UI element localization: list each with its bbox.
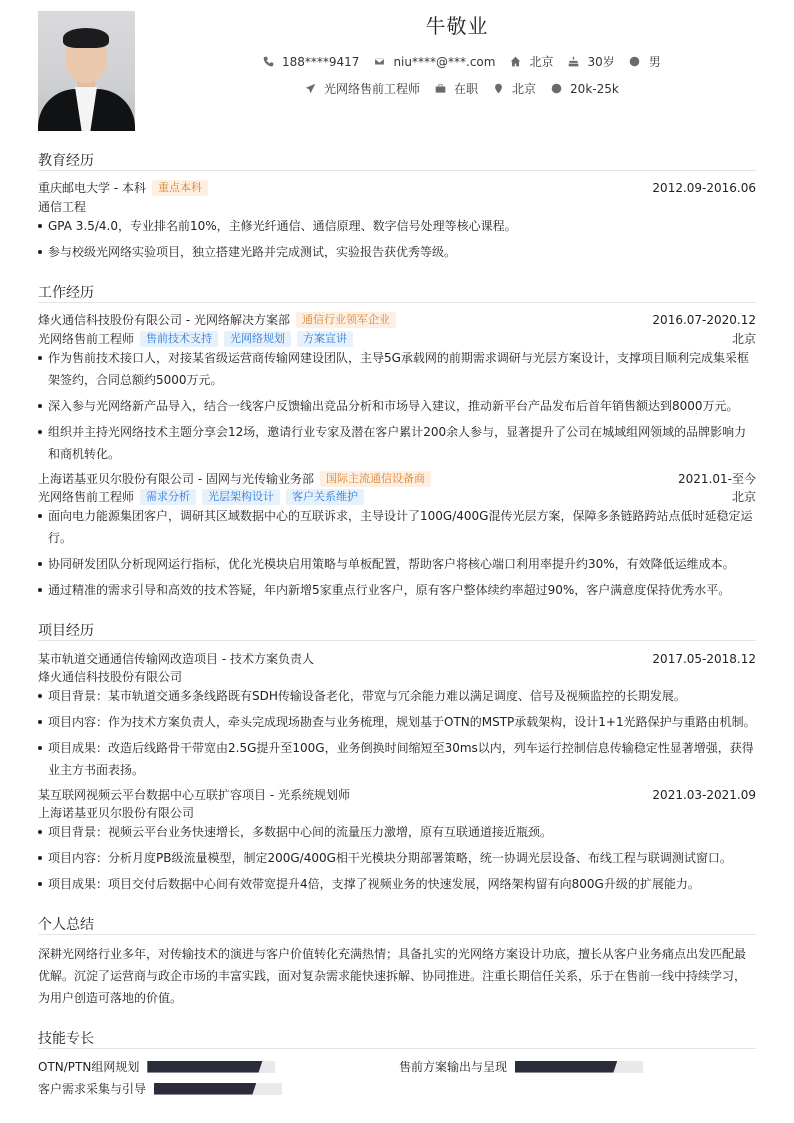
job-bullet: 协同研发团队分析现网运行指标，优化光模块启用策略与单板配置，帮助客户将核心端口利用率提升约30%，有效降低运维成本。 <box>38 553 756 575</box>
cake-icon <box>567 56 579 68</box>
candidate-name: 牛敬业 <box>425 14 489 38</box>
skill-level-bar <box>154 1083 282 1095</box>
skill-item <box>38 1080 282 1097</box>
education-bullet: 参与校级光网络实验项目，独立搭建光路并完成测试，实验报告获优秀等级。 <box>38 241 756 263</box>
gender-icon <box>629 56 641 68</box>
skill-name: 客户需求采集与引导 <box>38 1082 147 1096</box>
job-intent-row <box>304 80 619 97</box>
skill-tag: 需求分析 <box>140 489 196 505</box>
education-title: 教育经历 <box>38 153 94 169</box>
skill-item <box>399 1058 643 1075</box>
project-header <box>38 786 756 803</box>
location-pin-icon <box>492 83 504 95</box>
job-bullet: 作为售前技术接口人，对接某省级运营商传输网建设团队，主导5G承载网的前期需求调研与光层方案设计，支撑项目顺利完成集采框架签约，合同总额约5000万元。 <box>38 347 756 391</box>
skill-tag: 售前技术支持 <box>140 331 218 347</box>
work-title: 工作经历 <box>38 285 94 301</box>
project-bullet: 项目成果：项目交付后数据中心间有效带宽提升4倍，支撑了视频业务的快速发展，网络架构留有向800G升级的扩展能力。 <box>38 873 756 895</box>
work-divider <box>38 302 756 303</box>
projects-divider <box>38 640 756 641</box>
job-location: 北京 <box>731 332 756 346</box>
job-bullet: 面向电力能源集团客户，调研其区域数据中心的互联诉求，主导设计了100G/400G混传光层方案，保障多条链路跨站点低时延稳定运行。 <box>38 505 756 549</box>
project-period: 2021.03-2021.09 <box>652 787 756 802</box>
send-icon <box>304 83 316 95</box>
salary-text: 20k-25k <box>570 81 619 96</box>
project-bullet: 项目背景：视频云平台业务快速增长，多数据中心间的流量压力激增，原有互联通道接近瓶颈。 <box>38 821 756 843</box>
company-name: 烽火通信科技股份有限公司 - 光网络解决方案部 <box>38 313 290 327</box>
skill-item <box>38 1058 275 1075</box>
job-bullet: 深入参与光网络新产品导入，结合一线客户反馈输出竞品分析和市场导入建议，推动新平台产品发布后首年销售额达到8000万元。 <box>38 395 756 417</box>
job-header <box>38 311 756 328</box>
company-tag: 通信行业领军企业 <box>296 312 396 328</box>
job-role-row <box>38 330 756 347</box>
job-period: 2021.01-至今 <box>678 472 756 486</box>
project-org: 上海诺基亚贝尔股份有限公司 <box>38 806 195 820</box>
job-period: 2016.07-2020.12 <box>652 312 756 327</box>
job-role: 光网络售前工程师 <box>38 490 135 504</box>
education-divider <box>38 170 756 171</box>
salary-icon <box>550 83 562 95</box>
skill-name: OTN/PTN组网规划 <box>38 1060 140 1074</box>
job-bullet: 组织并主持光网络技术主题分享会12场，邀请行业专家及潜在客户累计200余人参与，显著提升了公司在城域组网领域的品牌影响力和商机转化。 <box>38 421 756 465</box>
skill-tag: 光网络规划 <box>224 331 291 347</box>
project-bullet: 项目内容：作为技术方案负责人，牵头完成现场勘查与业务梳理，规划基于OTN的MSTP承载架构，设计1+1光路保护与重路由机制。 <box>38 711 756 733</box>
project-bullet: 项目内容：分析月度PB级流量模型，制定200G/400G相干光模块分期部署策略，统一协调光层设备、布线工程与联调测试窗口。 <box>38 847 756 869</box>
skill-tag: 客户关系维护 <box>286 489 364 505</box>
project-org: 烽火通信科技股份有限公司 <box>38 670 183 684</box>
project-header <box>38 650 756 667</box>
target-city-text: 北京 <box>512 82 537 96</box>
home-icon <box>509 56 521 68</box>
school-tag: 重点本科 <box>152 180 208 196</box>
mail-icon <box>373 56 385 68</box>
project-bullet: 项目背景：某市轨道交通多条线路既有SDH传输设备老化，带宽与冗余能力难以满足调度、信号及视频监控的长期发展。 <box>38 685 756 707</box>
position-text: 光网络售前工程师 <box>324 82 421 96</box>
skill-tag: 方案宣讲 <box>297 331 353 347</box>
summary-text: 深耕光网络行业多年，对传输技术的演进与客户价值转化充满热情；具备扎实的光网络方案设计功底，擅长从客户业务痛点出发匹配最优解。沉淀了运营商与政企市场的丰富实践，面对复杂需求能快速拆解、协同推进。注重长期信任关系，乐于在售前一线中持续学习，为用户创造可落地的价值。 <box>38 947 747 1005</box>
skill-level-bar <box>515 1061 643 1073</box>
job-bullet: 通过精准的需求引导和高效的技术答疑，年内新增5家重点行业客户，原有客户整体续约率超过90%，客户满意度保持优秀水平。 <box>38 579 756 601</box>
contact-row <box>262 53 661 70</box>
project-period: 2017.05-2018.12 <box>652 651 756 666</box>
skill-name: 售前方案输出与呈现 <box>399 1060 508 1074</box>
company-tag: 国际主流通信设备商 <box>320 471 431 487</box>
skill-tag: 光层架构设计 <box>202 489 280 505</box>
education-period: 2012.09-2016.06 <box>652 180 756 195</box>
job-location: 北京 <box>731 490 756 504</box>
phone-icon <box>262 56 274 68</box>
project-bullet: 项目成果：改造后线路骨干带宽由2.5G提升至100G，业务倒换时间缩短至30ms以内，列车运行控制信息传输稳定性显著增强，获得业主方书面表扬。 <box>38 737 756 781</box>
age-text: 30岁 <box>587 55 615 69</box>
skill-level-bar <box>147 1061 275 1073</box>
status-text: 在职 <box>454 82 479 96</box>
project-name: 某互联网视频云平台数据中心互联扩容项目 - 光系统规划师 <box>38 788 350 802</box>
job-role: 光网络售前工程师 <box>38 332 135 346</box>
school-name: 重庆邮电大学 - 本科 <box>38 181 146 195</box>
city-text: 北京 <box>529 55 554 69</box>
gender-text: 男 <box>648 55 661 69</box>
project-name: 某市轨道交通通信传输网改造项目 - 技术方案负责人 <box>38 652 314 666</box>
skills-title: 技能专长 <box>38 1031 94 1047</box>
email-text: niu****@***.com <box>393 54 496 69</box>
major-text: 通信工程 <box>38 200 87 214</box>
company-name: 上海诺基亚贝尔股份有限公司 - 固网与光传输业务部 <box>38 472 314 486</box>
summary-divider <box>38 934 756 935</box>
projects-title: 项目经历 <box>38 623 94 639</box>
job-header <box>38 470 756 487</box>
summary-title: 个人总结 <box>38 917 94 933</box>
education-bullet: GPA 3.5/4.0，专业排名前10%，主修光纤通信、通信原理、数字信号处理等核心课程。 <box>38 215 756 237</box>
briefcase-icon <box>434 83 446 95</box>
job-role-row <box>38 488 756 505</box>
phone-text: 188****9417 <box>282 54 360 69</box>
education-header <box>38 179 756 196</box>
skills-divider <box>38 1048 756 1049</box>
